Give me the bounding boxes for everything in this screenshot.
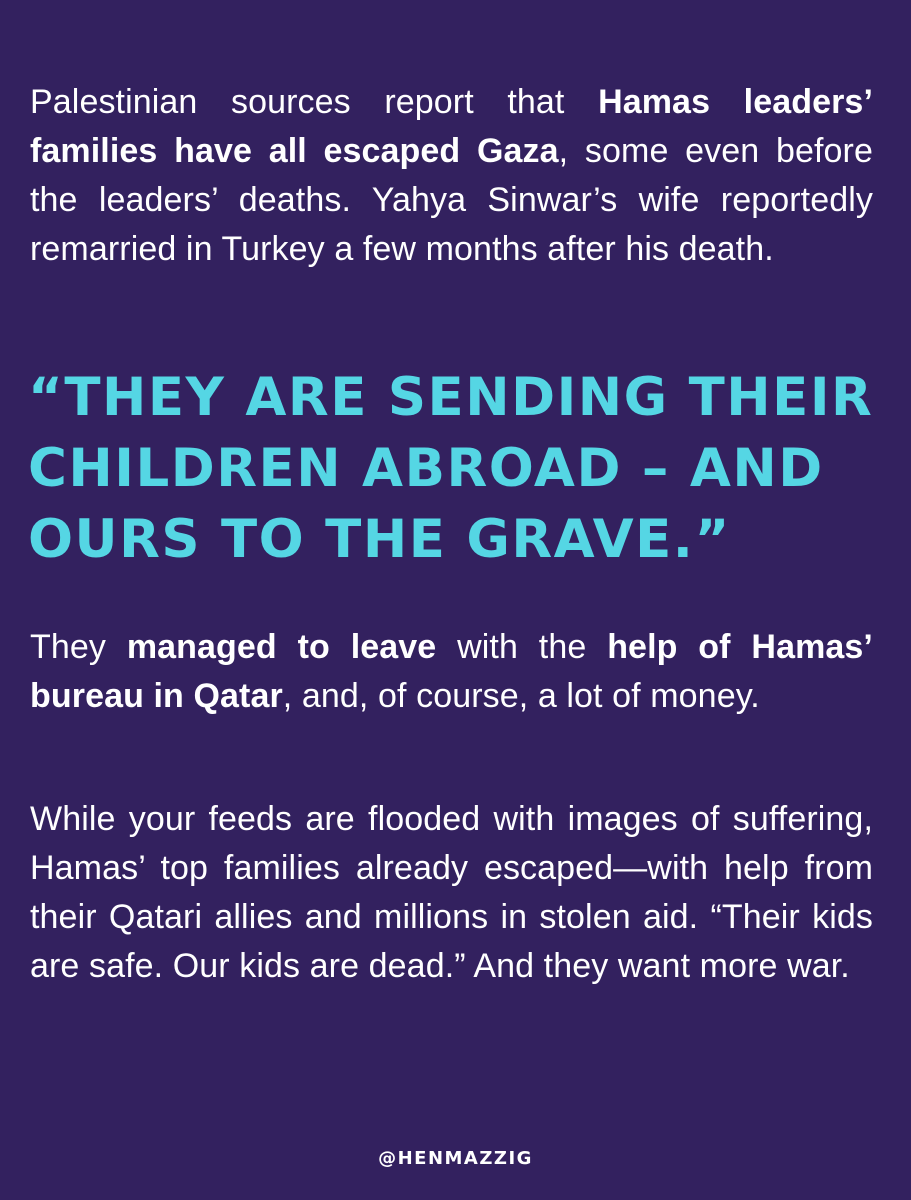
escape-text-1: They xyxy=(30,628,127,666)
escape-text-2: with the xyxy=(436,628,608,666)
intro-paragraph xyxy=(30,78,873,274)
closing-paragraph: While your feeds are flooded with images of suffering, Hamas’ top families already escaped—with help from their Qatari allies and millions in stolen aid. “Their kids are safe. Our kids are dead.” And they want more war. xyxy=(30,800,873,985)
escape-paragraph xyxy=(30,623,873,721)
escape-bold-2: help of Hamas’ bureau in Qatar xyxy=(30,628,873,715)
author-handle: @HENMAZZIG xyxy=(378,1148,533,1169)
escape-bold-1: managed to leave xyxy=(126,628,437,666)
pull-quote: “THEY ARE SENDING THEIR CHILDREN ABROAD – AND OURS TO THE GRAVE.” xyxy=(28,367,874,570)
escape-text-3: , and, of course, a lot of money. xyxy=(282,677,760,715)
intro-text-2: , some even before the leaders’ deaths. Yahya Sinwar’s wife reportedly remarried in Turkey a few months after his death. xyxy=(30,132,873,268)
intro-bold-1: Hamas leaders’ families have all escaped Gaza xyxy=(30,83,873,170)
intro-text-1: Palestinian sources report that xyxy=(30,83,599,121)
